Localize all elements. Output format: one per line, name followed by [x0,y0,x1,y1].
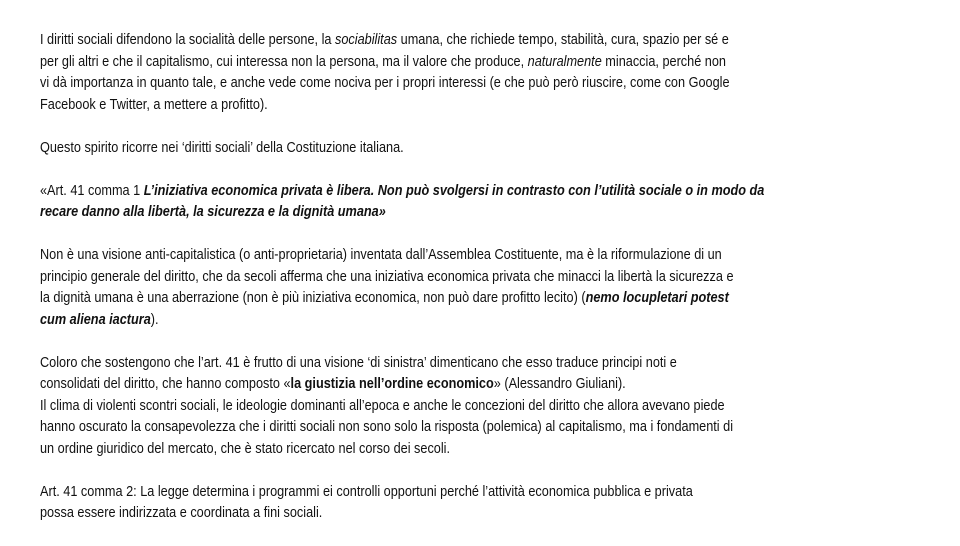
text-line [40,267,945,289]
text-segment: consolidati del diritto, che hanno composto « [40,376,291,392]
text-line [40,482,945,504]
text-line [40,417,945,439]
text-segment: Facebook e Twitter, a mettere a profitto). [40,96,268,113]
text-segment: » (Alessandro Giuliani). [493,376,626,392]
text-line [40,439,945,461]
text-line [40,95,945,117]
text-line [40,181,945,203]
paragraph [40,138,945,160]
emphasized-text: sociabilitas [335,32,398,48]
text-segment: I diritti sociali difendono la socialità delle persone, la [40,32,336,48]
text-line [40,374,945,396]
paragraph [40,353,945,461]
paragraph [40,245,945,331]
document-body [40,30,945,546]
emphasized-text: nemo locupletari potest [585,290,729,306]
paragraph [40,181,945,224]
text-segment: minaccia, perché non [601,53,726,70]
text-segment: Coloro che sostengono che l’art. 41 è frutto di una visione ‘di sinistra’ dimenticano che esso traduce principi noti e [40,354,677,371]
text-segment: un ordine giuridico del mercato, che è stato ricercato nel corso dei secoli. [40,440,451,457]
text-line [40,310,945,332]
text-line [40,503,945,525]
emphasized-text: L’iniziativa economica privata è libera. Non può svolgersi in contrasto con l’utilità sociale o in modo da [143,182,765,199]
text-segment: umana, che richiede tempo, stabilità, cura, spazio per sé e [397,32,729,48]
text-segment: ). [150,311,159,328]
text-line [40,353,945,375]
text-segment: la dignità umana è una aberrazione (non è più iniziativa economica, non può dare profitto lecito) ( [40,290,586,306]
paragraph [40,30,945,116]
text-segment: vi dà importanza in quanto tale, e anche vede come nociva per i propri interessi (e che può però riuscire, come con Google [40,75,730,91]
paragraph [40,482,945,525]
text-line [40,73,945,95]
text-line [40,138,945,160]
text-line [40,30,945,52]
text-segment: Il clima di violenti scontri sociali, le ideologie dominanti all’epoca e anche le concezioni del diritto che allora avevano piede [40,397,725,414]
emphasized-text: la giustizia nell’ordine economico [290,376,494,392]
text-line [40,245,945,267]
text-segment: Non è una visione anti-capitalistica (o anti-proprietaria) inventata dall’Assemblea Costituente, ma è la riformulazione di un [40,247,722,263]
text-segment: Art. 41 comma 2: La legge determina i programmi ei controlli opportuni perché l’attività economica pubblica e privata [40,483,693,500]
text-segment: possa essere indirizzata e coordinata a fini sociali. [40,505,323,521]
text-segment: principio generale del diritto, che da secoli afferma che una iniziativa economica privata che minacci la libertà la sicurezza e [40,268,734,285]
emphasized-text: cum aliena iactura [40,311,151,328]
text-line [40,396,945,418]
text-line [40,288,945,310]
emphasized-text: recare danno alla libertà, la sicurezza e la dignità umana» [40,204,386,220]
text-segment: Questo spirito ricorre nei ‘diritti sociali’ della Costituzione italiana. [40,139,404,156]
text-segment: «Art. 41 comma 1 [40,182,144,199]
text-segment: hanno oscurato la consapevolezza che i diritti sociali non sono solo la risposta (polemica) al capitalismo, ma i fondamenti di [40,419,734,435]
text-line [40,52,945,74]
emphasized-text: naturalmente [527,53,602,70]
text-segment: per gli altri e che il capitalismo, cui interessa non la persona, ma il valore che produce, [40,53,528,70]
text-line [40,202,945,224]
